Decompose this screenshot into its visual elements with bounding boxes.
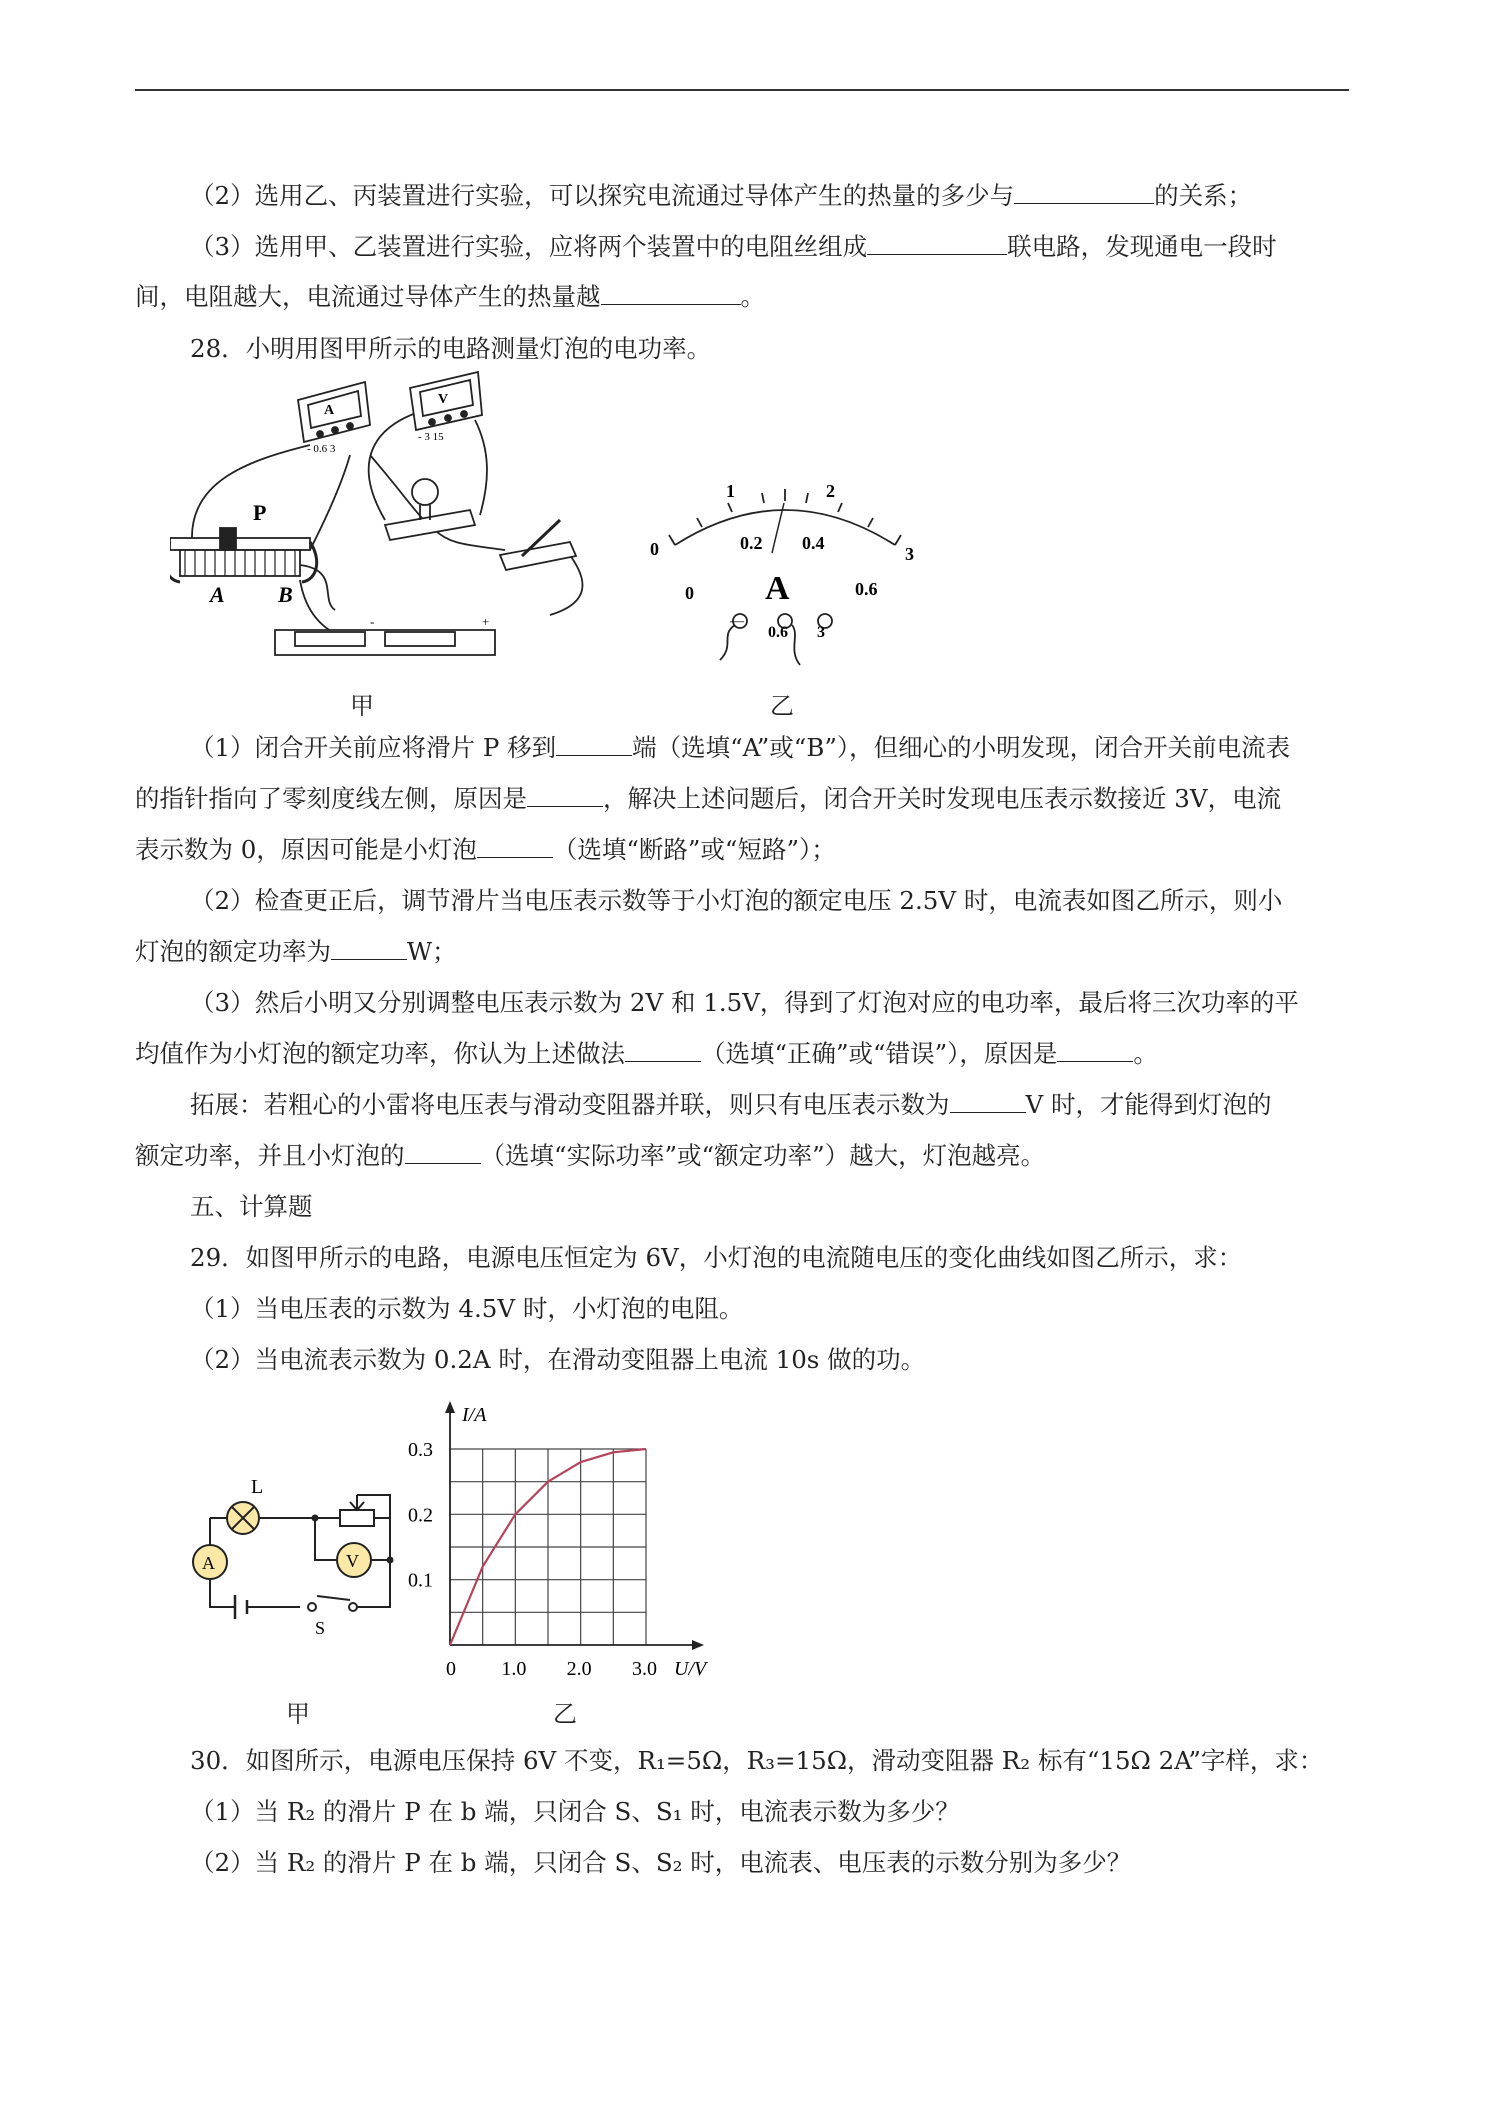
wire bbox=[315, 1518, 336, 1560]
text: 拓展：若粗心的小雷将电压表与滑动变阻器并联，则只有电压表示数为 bbox=[190, 1090, 950, 1119]
wire bbox=[300, 565, 335, 610]
wire bbox=[720, 625, 735, 660]
wire bbox=[435, 530, 505, 550]
text: （选填“正确”或“错误”），原因是 bbox=[701, 1039, 1058, 1068]
q27-part3-text: （3）选用甲、乙装置进行实验，应将两个装置中的电阻丝组成 bbox=[190, 232, 868, 261]
terminal bbox=[332, 427, 338, 433]
slider-label: P bbox=[253, 500, 267, 525]
bulb-icon bbox=[412, 479, 438, 505]
circuit-diagram-jia bbox=[185, 1470, 410, 1640]
dial-arc bbox=[675, 510, 895, 545]
q28-part3-line1: （3）然后小明又分别调整电压表示数为 2V 和 1.5V，得到了灯泡对应的电功率，最后将三次功率的平 bbox=[190, 988, 1299, 1017]
junction-dot bbox=[387, 1557, 394, 1564]
answer-blank[interactable] bbox=[331, 937, 407, 960]
rheostat-coil bbox=[180, 550, 300, 576]
figure-caption-jia: 甲 bbox=[350, 692, 374, 720]
q30-part1: （1）当 R₂ 的滑片 P 在 b 端，只闭合 S、S₁ 时，电流表示数为多少？ bbox=[190, 1797, 960, 1826]
ammeter-label: A bbox=[202, 1553, 215, 1573]
terminal-minus-label: — bbox=[730, 614, 744, 629]
q28-part1-line2 bbox=[135, 784, 1281, 814]
battery-minus: - bbox=[370, 614, 375, 629]
dial-ticks bbox=[669, 489, 901, 545]
text: 均值作为小灯泡的额定功率，你认为上述做法 bbox=[135, 1039, 625, 1068]
q30-part2: （2）当 R₂ 的滑片 P 在 b 端，只闭合 S、S₂ 时，电流表、电压表的示数分别为多少？ bbox=[190, 1848, 1132, 1877]
q27-part3-cont-tail: 。 bbox=[740, 282, 765, 311]
text: （选填“断路”或“短路”）； bbox=[552, 835, 836, 864]
answer-blank[interactable] bbox=[625, 1039, 701, 1062]
text: 端（选填“A”或“B”），但细心的小明发现，闭合开关前电流表 bbox=[632, 733, 1291, 762]
wire bbox=[792, 625, 800, 665]
wire bbox=[210, 1579, 235, 1607]
section-heading: 五、计算题 bbox=[190, 1192, 313, 1221]
q28-extension-line1 bbox=[190, 1090, 1271, 1120]
terminal-0-6-label: 0.6 bbox=[768, 624, 788, 641]
battery-cell bbox=[295, 632, 365, 646]
answer-blank[interactable] bbox=[867, 232, 1007, 255]
bottom-scale-0: 0 bbox=[685, 583, 694, 603]
answer-blank[interactable] bbox=[1014, 181, 1154, 204]
answer-blank[interactable] bbox=[405, 1141, 481, 1164]
answer-blank[interactable] bbox=[950, 1090, 1026, 1113]
ammeter-terminals: - 0.6 3 bbox=[307, 443, 336, 455]
text: W； bbox=[407, 937, 457, 966]
text: ，解决上述问题后，闭合开关时发现电压表示数接近 3V，电流 bbox=[603, 784, 1282, 813]
ammeter-label: A bbox=[324, 403, 335, 418]
switch-contact bbox=[308, 1603, 316, 1611]
x-axis-arrow bbox=[692, 1640, 704, 1650]
switch-contact bbox=[349, 1603, 357, 1611]
unit-label: A bbox=[765, 570, 790, 607]
bottom-scale-0-6: 0.6 bbox=[855, 579, 878, 599]
q27-part3-cont-text: 间，电阻越大，电流通过导体产生的热量越 bbox=[135, 282, 601, 311]
bottom-scale-0-2: 0.2 bbox=[740, 533, 763, 553]
answer-blank[interactable] bbox=[477, 835, 553, 858]
figure-caption-yi: 乙 bbox=[770, 692, 794, 720]
terminal bbox=[461, 411, 467, 417]
battery-plus: + bbox=[482, 614, 490, 629]
terminal bbox=[429, 419, 435, 425]
text: 表示数为 0，原因可能是小灯泡 bbox=[135, 835, 477, 864]
top-scale-2: 2 bbox=[826, 481, 835, 501]
end-a-label: A bbox=[210, 582, 225, 607]
answer-blank[interactable] bbox=[601, 282, 741, 305]
q28-part1-line3 bbox=[135, 835, 836, 865]
q27-part2 bbox=[190, 181, 1252, 211]
terminal-3-label: 3 bbox=[817, 624, 825, 641]
terminal bbox=[317, 431, 323, 437]
x-axis-label: U/V bbox=[674, 1658, 707, 1680]
slider-p bbox=[220, 528, 236, 550]
text: （1）闭合开关前应将滑片 P 移到 bbox=[190, 733, 557, 762]
switch-label: S bbox=[315, 1618, 326, 1638]
y-axis-label: I/A bbox=[462, 1404, 487, 1426]
circuit-figure-jia bbox=[170, 370, 650, 670]
battery-cell bbox=[385, 632, 455, 646]
y-tick-label: 0.2 bbox=[408, 1504, 433, 1527]
x-tick-label: 1.0 bbox=[501, 1658, 527, 1680]
figure-caption-yi: 乙 bbox=[553, 1700, 577, 1728]
top-scale-3: 3 bbox=[905, 544, 914, 564]
ammeter-dial-figure-yi bbox=[640, 475, 930, 675]
voltmeter-label: V bbox=[346, 1551, 359, 1571]
q28-part2-line2 bbox=[135, 937, 457, 967]
wire bbox=[475, 420, 487, 515]
q27-part3 bbox=[190, 232, 1277, 262]
bottom-scale-0-4: 0.4 bbox=[802, 533, 825, 553]
lamp-label: L bbox=[251, 1476, 264, 1498]
q27-part3-tail: 联电路，发现通电一段时 bbox=[1007, 232, 1277, 261]
text: 额定功率，并且小灯泡的 bbox=[135, 1141, 405, 1170]
terminal bbox=[445, 415, 451, 421]
q29-part2: （2）当电流表示数为 0.2A 时，在滑动变阻器上电流 10s 做的功。 bbox=[190, 1345, 926, 1374]
switch-base bbox=[500, 542, 576, 570]
voltmeter-label: V bbox=[438, 392, 449, 407]
rheostat bbox=[340, 1510, 374, 1526]
y-tick-label: 0.3 bbox=[408, 1439, 433, 1461]
q29-part1: （1）当电压表的示数为 4.5V 时，小灯泡的电阻。 bbox=[190, 1294, 744, 1323]
end-b-label: B bbox=[278, 582, 293, 607]
wire bbox=[550, 555, 583, 615]
q27-part2-text: （2）选用乙、丙装置进行实验，可以探究电流通过导体产生的热量的多少与 bbox=[190, 181, 1015, 210]
q28-part2-line1: （2）检查更正后，调节滑片当电压表示数等于小灯泡的额定电压 2.5V 时，电流表如图乙所示，则小 bbox=[190, 886, 1283, 915]
answer-blank[interactable] bbox=[527, 784, 603, 807]
q27-part3-cont bbox=[135, 282, 765, 312]
x-tick-label: 2.0 bbox=[566, 1658, 592, 1680]
junction-dot bbox=[312, 1515, 319, 1522]
top-scale-0: 0 bbox=[650, 539, 659, 559]
q29-stem: 29．如图甲所示的电路，电源电压恒定为 6V，小灯泡的电流随电压的变化曲线如图乙所示，求： bbox=[190, 1243, 1243, 1272]
x-tick-label: 0 bbox=[446, 1658, 456, 1680]
wire bbox=[192, 445, 310, 540]
answer-blank[interactable] bbox=[556, 733, 632, 756]
text: 的指针指向了零刻度线左侧，原因是 bbox=[135, 784, 527, 813]
text: V 时，才能得到灯泡的 bbox=[1025, 1090, 1272, 1119]
terminal bbox=[347, 423, 353, 429]
q28-part3-line2 bbox=[135, 1039, 1158, 1069]
answer-blank[interactable] bbox=[1057, 1039, 1133, 1062]
text: 灯泡的额定功率为 bbox=[135, 937, 331, 966]
wire bbox=[310, 455, 350, 550]
text: （选填“实际功率”或“额定功率”）越大，灯泡越亮。 bbox=[480, 1141, 1046, 1170]
top-scale-1: 1 bbox=[726, 481, 735, 501]
iv-curve-chart bbox=[400, 1395, 720, 1695]
header-rule bbox=[135, 89, 1349, 91]
q27-part2-tail: 的关系； bbox=[1154, 181, 1253, 210]
q30-stem: 30．如图所示，电源电压保持 6V 不变，R₁=5Ω，R₃=15Ω，滑动变阻器 R₂ 标有“15Ω 2A”字样，求： bbox=[190, 1746, 1324, 1775]
y-tick-label: 0.1 bbox=[408, 1569, 433, 1592]
rheostat-rail bbox=[170, 538, 310, 550]
q28-part1-line1 bbox=[190, 733, 1290, 763]
q28-extension-line2 bbox=[135, 1141, 1045, 1171]
text: 。 bbox=[1133, 1039, 1158, 1068]
voltmeter-terminals: - 3 15 bbox=[418, 431, 444, 443]
switch-blade bbox=[317, 1596, 350, 1600]
figure-caption-jia: 甲 bbox=[286, 1700, 310, 1728]
x-tick-label: 3.0 bbox=[632, 1658, 657, 1680]
y-axis-arrow bbox=[445, 1401, 455, 1413]
q28-stem: 28．小明用图甲所示的电路测量灯泡的电功率。 bbox=[190, 334, 712, 363]
